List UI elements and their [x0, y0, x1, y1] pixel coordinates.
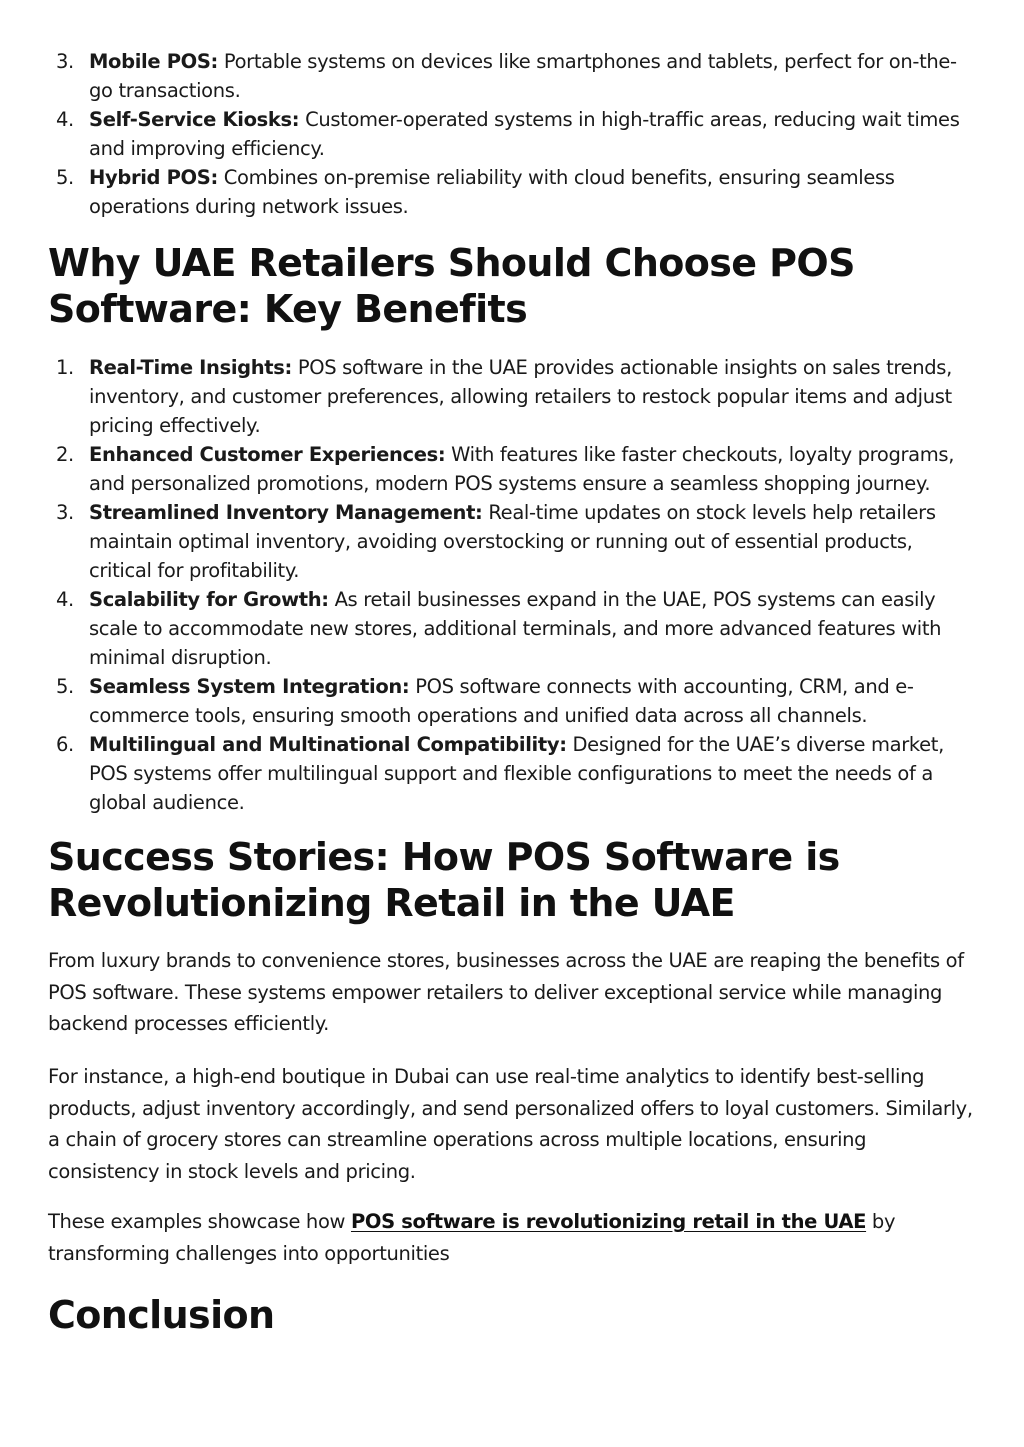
list-term: Multilingual and Multinational Compatibility: — [89, 733, 567, 756]
list-number: 4. — [56, 108, 74, 131]
list-text: POS software in the UAE provides actionable insights on sales trends, inventory, and customer preferences, allowing retailers to restock popular items and adjust pricing effectively. — [89, 356, 952, 437]
list-text: Real-time updates on stock levels help retailers maintain optimal inventory, avoiding overstocking or running out of essential products, critical for profitability. — [89, 501, 936, 582]
list-text: With features like faster checkouts, loyalty programs, and personalized promotions, modern POS systems ensure a seamless shopping journey. — [89, 443, 955, 495]
list-text: Customer-operated systems in high-traffic areas, reducing wait times and improving efficiency. — [89, 108, 960, 160]
list-text: Designed for the UAE’s diverse market, POS systems offer multilingual support and flexible configurations to meet the needs of a global audience. — [89, 733, 944, 814]
list-number: 5. — [56, 166, 74, 189]
conclusion-heading: Conclusion — [48, 1293, 275, 1337]
pos-types-list — [48, 47, 980, 221]
list-text: POS software connects with accounting, CRM, and e-commerce tools, ensuring smooth operations and unified data across all channels. — [89, 675, 914, 727]
list-text: As retail businesses expand in the UAE, POS systems can easily scale to accommodate new stores, additional terminals, and more advanced features with minimal disruption. — [89, 588, 942, 669]
list-term: Mobile POS: — [89, 50, 219, 73]
benefits-heading: Why UAE Retailers Should Choose POS Software: Key Benefits — [48, 241, 855, 331]
list-text: Portable systems on devices like smartphones and tablets, perfect for on-the-go transactions. — [89, 50, 957, 102]
list-item — [48, 105, 980, 163]
list-number: 3. — [56, 501, 74, 524]
list-item — [48, 585, 980, 672]
list-term: Scalability for Growth: — [89, 588, 329, 611]
list-item — [48, 730, 980, 817]
list-item — [48, 163, 980, 221]
example-paragraph: For instance, a high-end boutique in Dubai can use real-time analytics to identify best-selling products, adjust inventory accordingly, and send personalized offers to loyal customers. Similarly, a chain of grocery stores can streamline operations across multiple locations, ensuring consistency in stock levels and pricing. — [48, 1065, 973, 1183]
benefits-list — [48, 353, 980, 817]
pos-revolution-link[interactable]: POS software is revolutionizing retail in the UAE — [350, 1210, 867, 1233]
list-term: Hybrid POS: — [89, 166, 218, 189]
list-number: 2. — [56, 443, 74, 466]
list-number: 4. — [56, 588, 74, 611]
list-item — [48, 353, 980, 440]
list-term: Streamlined Inventory Management: — [89, 501, 483, 524]
list-number: 1. — [56, 356, 74, 379]
summary-text-after: by transforming challenges into opportunities — [48, 1210, 896, 1265]
list-number: 6. — [56, 733, 74, 756]
success-heading: Success Stories: How POS Software is Revolutionizing Retail in the UAE — [48, 835, 840, 925]
list-number: 3. — [56, 50, 74, 73]
list-term: Self-Service Kiosks: — [89, 108, 300, 131]
list-item — [48, 440, 980, 498]
list-item — [48, 672, 980, 730]
summary-text-before: These examples showcase how — [48, 1210, 351, 1233]
list-text: Combines on-premise reliability with cloud benefits, ensuring seamless operations during network issues. — [89, 166, 895, 218]
list-item — [48, 47, 980, 105]
list-term: Seamless System Integration: — [89, 675, 410, 698]
success-paragraph: From luxury brands to convenience stores, businesses across the UAE are reaping the benefits of POS software. These systems empower retailers to deliver exceptional service while managing backend processes efficiently. — [48, 949, 964, 1035]
list-number: 5. — [56, 675, 74, 698]
summary-paragraph — [48, 1206, 980, 1269]
list-term: Enhanced Customer Experiences: — [89, 443, 446, 466]
list-item — [48, 498, 980, 585]
list-term: Real-Time Insights: — [89, 356, 292, 379]
